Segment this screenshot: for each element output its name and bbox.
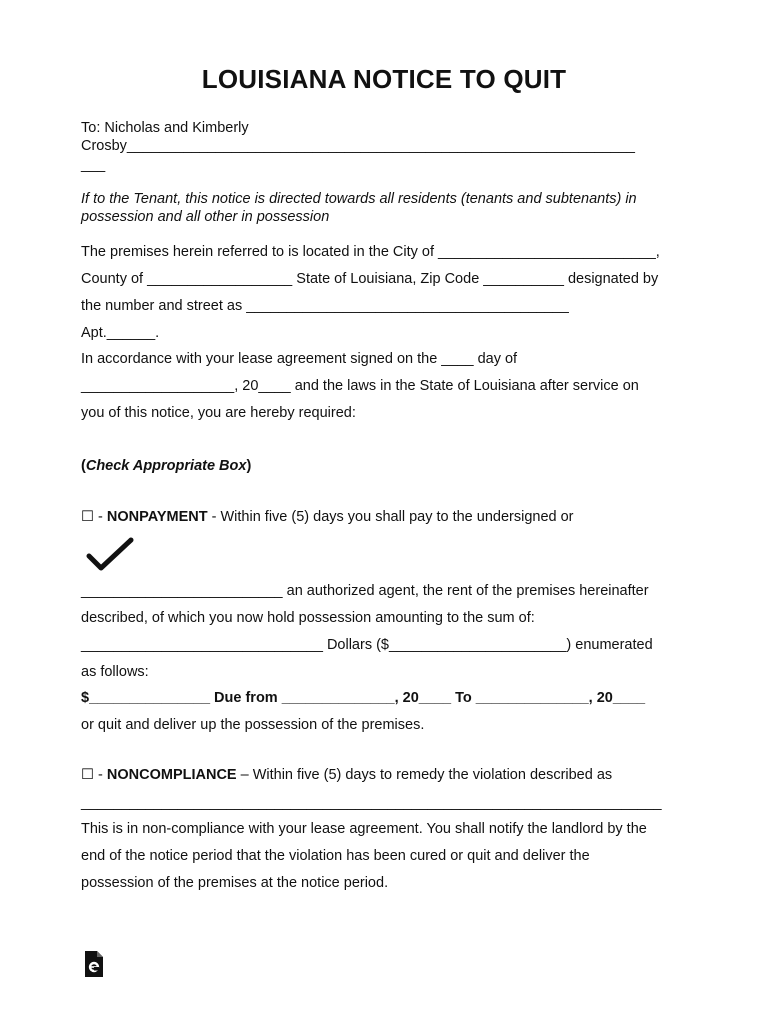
nonpayment-line-4: as follows: [81,664,149,680]
noncompliance-label: NONCOMPLIANCE [106,767,237,783]
lease-line-3: you of this notice, you are hereby required: [81,405,356,421]
nonpayment-due-line: $_______________ Due from ______________, 20____ To ______________, 20____ [81,690,646,706]
premises-line-4: Apt.______. [81,325,160,341]
nonpayment-label: NONPAYMENT [106,509,208,525]
noncompliance-line-1: ________________________________________________________________________ [81,795,662,811]
check-open-paren: ( [81,458,86,474]
intro-italic-1: If to the Tenant, this notice is directed towards all residents (tenants and subtenants) in [81,191,637,207]
check-box-instruction [81,457,251,475]
noncompliance-text: – Within five (5) days to remedy the violation described as [236,767,613,783]
noncompliance-checkbox[interactable]: ☐ - [81,767,107,783]
nonpayment-option [81,508,574,526]
noncompliance-option [81,766,612,784]
nonpayment-text: - Within five (5) days you shall pay to the undersigned or [207,509,574,525]
premises-line-2: County of __________________ State of Louisiana, Zip Code __________ designated by [81,271,659,287]
lease-line-2: ___________________, 20____ and the laws in the State of Louisiana after service on [81,378,639,394]
check-box-instruction-text: Check Appropriate Box [85,458,247,474]
nonpayment-checkbox[interactable]: ☐ - [81,509,107,525]
eforms-logo-icon [84,950,104,978]
nonpayment-line-1: _________________________ an authorized agent, the rent of the premises hereinafter [81,583,649,599]
check-close-paren: ) [246,458,252,474]
lease-line-1: In accordance with your lease agreement signed on the ____ day of [81,351,518,367]
recipient-line-3: ___ [81,157,106,173]
noncompliance-line-2: This is in non-compliance with your lease agreement. You shall notify the landlord by the [81,821,647,837]
nonpayment-line-3: ______________________________ Dollars ($______________________) enumerated [81,637,653,653]
nonpayment-line-5: or quit and deliver up the possession of the premises. [81,717,425,733]
noncompliance-line-3: end of the notice period that the violation has been cured or quit and deliver the [81,848,590,864]
page-title: LOUISIANA NOTICE TO QUIT [201,64,567,94]
recipient-line-2: Crosby_______________________________________________________________ [81,138,635,154]
intro-italic-2: possession and all other in possession [81,209,330,225]
recipient-line-1: To: Nicholas and Kimberly [81,120,249,136]
premises-line-3: the number and street as ________________________________________ [81,298,569,314]
noncompliance-line-4: possession of the premises at the notice period. [81,875,389,891]
checkmark-icon [86,536,136,576]
premises-line-1: The premises herein referred to is located in the City of ___________________________, [81,244,660,260]
nonpayment-line-2: described, of which you now hold possession amounting to the sum of: [81,610,535,626]
